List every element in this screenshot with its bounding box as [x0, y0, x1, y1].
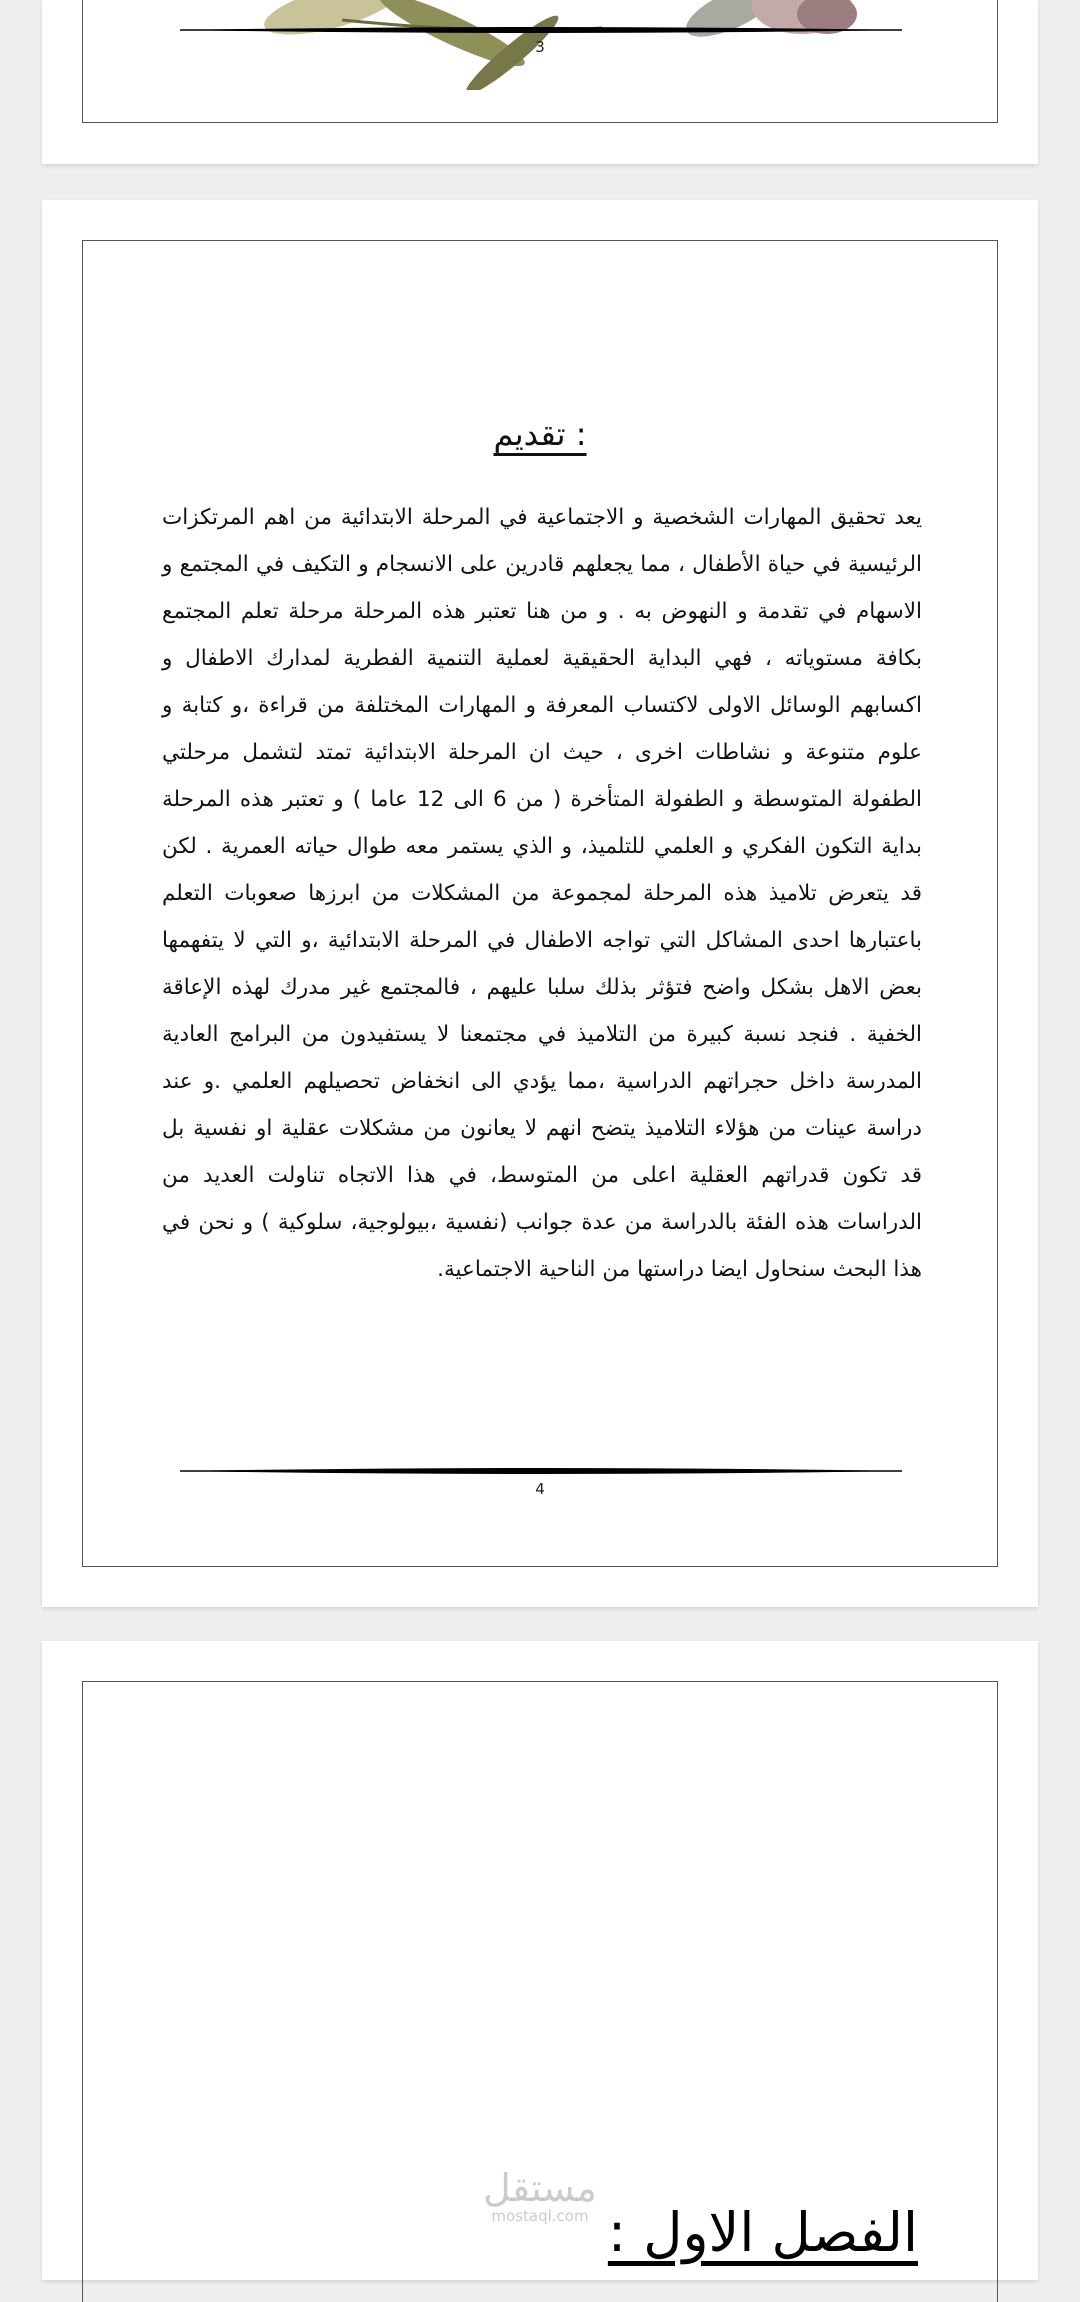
watermark-latin: mostaql.com — [491, 2207, 589, 2225]
document-page-4 — [42, 200, 1038, 1607]
document-page-3 — [42, 0, 1038, 164]
section-heading: تقديم : — [493, 415, 587, 453]
footer-line — [180, 1466, 902, 1476]
watermark-arabic: مستقل — [483, 2166, 597, 2210]
watermark — [465, 2168, 615, 2224]
page-number: 3 — [535, 38, 545, 56]
chapter-title: الفصل الاول : — [607, 2201, 918, 2264]
body-paragraph: يعد تحقيق المهارات الشخصية و الاجتماعية في المرحلة الابتدائية من اهم المرتكزات الرئيسية في حياة الأطفال ، مما يجعلهم قادرين على الانسجام و التكيف في المجتمع و الاسهام في تقدمة و النهوض به . و من هنا تعتبر هذه المرحلة مرحلة تعلم المجتمع بكافة مستوياته ، فهي البداية الحقيقية لعملية التنمية الفطرية لمدارك الاطفال و اكسابهم الوسائل الاولى لاكتساب المعرفة و المهارات المختلفة من قراءة ،و كتابة و علوم متنوعة و نشاطات اخرى ، حيث ان المرحلة الابتدائية تمتد لتشمل مرحلتي الطفولة المتوسطة و الطفولة المتأخرة ( من 6 الى 12 عاما ) و تعتبر هذه المرحلة بداية التكون الفكري و العلمي للتلميذ، و الذي يستمر معه طوال حياته العمرية . لكن قد يتعرض تلاميذ هذه المرحلة لمجموعة من المشكلات من ابرزها صعوبات التعلم باعتبارها احدى المشاكل التي تواجه الاطفال في المرحلة الابتدائية ،و التي لا يتفهمها بعض الاهل بشكل واضح فتؤثر بذلك سلبا عليهم ، فالمجتمع غير مدرك لهذه الإعاقة الخفية . فنجد نسبة كبيرة من التلاميذ في مجتمعنا لا يستفيدون من البرامج العادية المدرسة داخل حجراتهم الدراسية ،مما يؤدي الى انخفاض تحصيلهم العلمي .و عند دراسة عينات من هؤلاء التلاميذ يتضح انهم لا يعانون من مشكلات عقلية او نفسية بل قد تكون قدراتهم العقلية اعلى من المتوسط، في هذا الاتجاه تناولت العديد من الدراسات هذه الفئة بالدراسة من عدة جوانب (نفسية ،بيولوجية، سلوكية ) و نحن في هذا البحث سنحاول ايضا دراستها من الناحية الاجتماعية. — [162, 505, 922, 1282]
footer-line — [180, 25, 902, 35]
page-number: 4 — [535, 1480, 545, 1498]
